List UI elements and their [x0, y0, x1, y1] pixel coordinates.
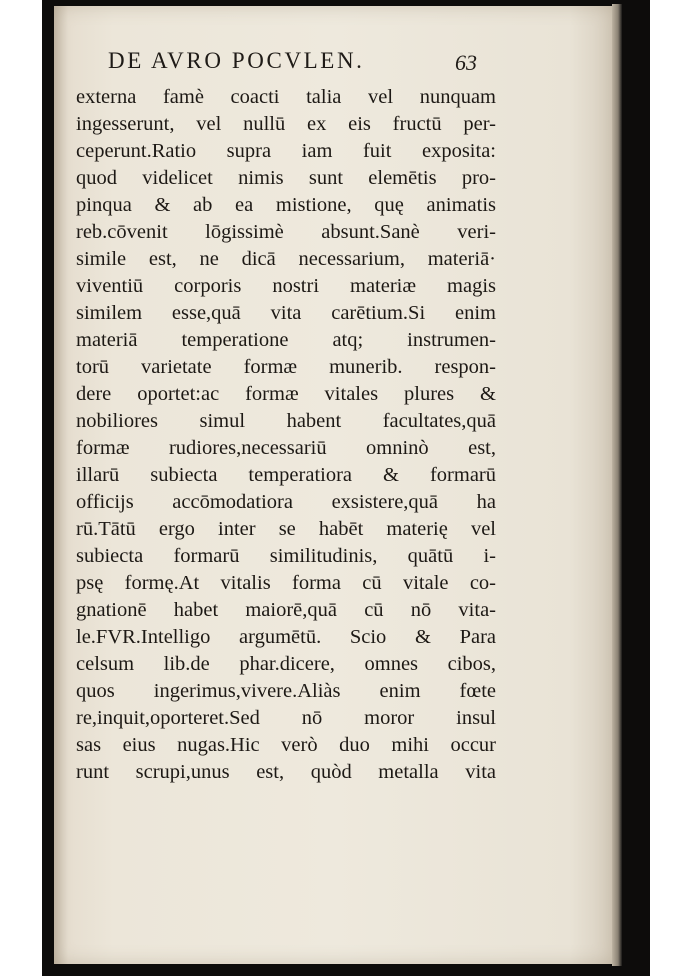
text-line: rū.Tātū ergo inter se habēt materię vel — [76, 518, 496, 540]
page-number: 63 — [455, 50, 477, 75]
text-line: viventiū corporis nostri materiæ magis — [76, 275, 496, 297]
text-line: dere oportet:ac formæ vitales plures & — [76, 383, 496, 405]
text-line: simile est, ne dicā necessarium, materiā· — [76, 248, 496, 270]
text-line: materiā temperatione atq; instrumen- — [76, 329, 496, 351]
text-line: pinqua & ab ea mistione, quę animatis — [76, 194, 496, 216]
text-line: ingesserunt, vel nullū ex eis fructū per- — [76, 113, 496, 135]
text-line: re,inquit,oporteret.Sed nō moror insul — [76, 707, 496, 729]
text-line: quod videlicet nimis sunt elemētis pro- — [76, 167, 496, 189]
text-line: formæ rudiores,necessariū omninò est, — [76, 437, 496, 459]
text-line: officijs accōmodatiora exsistere,quā ha — [76, 491, 496, 513]
text-line: celsum lib.de phar.dicere, omnes cibos, — [76, 653, 496, 675]
text-line: reb.cōvenit lōgissimè absunt.Sanè veri- — [76, 221, 496, 243]
text-line: ceperunt.Ratio supra iam fuit exposita: — [76, 140, 496, 162]
text-line: subiecta formarū similitudinis, quātū i- — [76, 545, 496, 567]
running-head: DE AVRO POCVLEN. — [108, 48, 365, 73]
text-line: externa famè coacti talia vel nunquam — [76, 86, 496, 108]
text-line: psę formę.At vitalis forma cū vitale co- — [76, 572, 496, 594]
text-line: le.FVR.Intelligo argumētū. Scio & Para — [76, 626, 496, 648]
body-text — [76, 84, 496, 786]
text-line: nobiliores simul habent facultates,quā — [76, 410, 496, 432]
text-line: illarū subiecta temperatiora & formarū — [76, 464, 496, 486]
text-line: gnationē habet maiorē,quā cū nō vita- — [76, 599, 496, 621]
text-line: sas eius nugas.Hic verò duo mihi occur — [76, 734, 496, 756]
text-line: torū varietate formæ munerib. respon- — [76, 356, 496, 378]
page-edge-shadow — [612, 4, 622, 966]
text-line: similem esse,quā vita carētium.Si enim — [76, 302, 496, 324]
text-line: quos ingerimus,vivere.Aliàs enim fœte — [76, 680, 496, 702]
text-line: runt scrupi,unus est, quòd metalla vita — [76, 761, 496, 783]
